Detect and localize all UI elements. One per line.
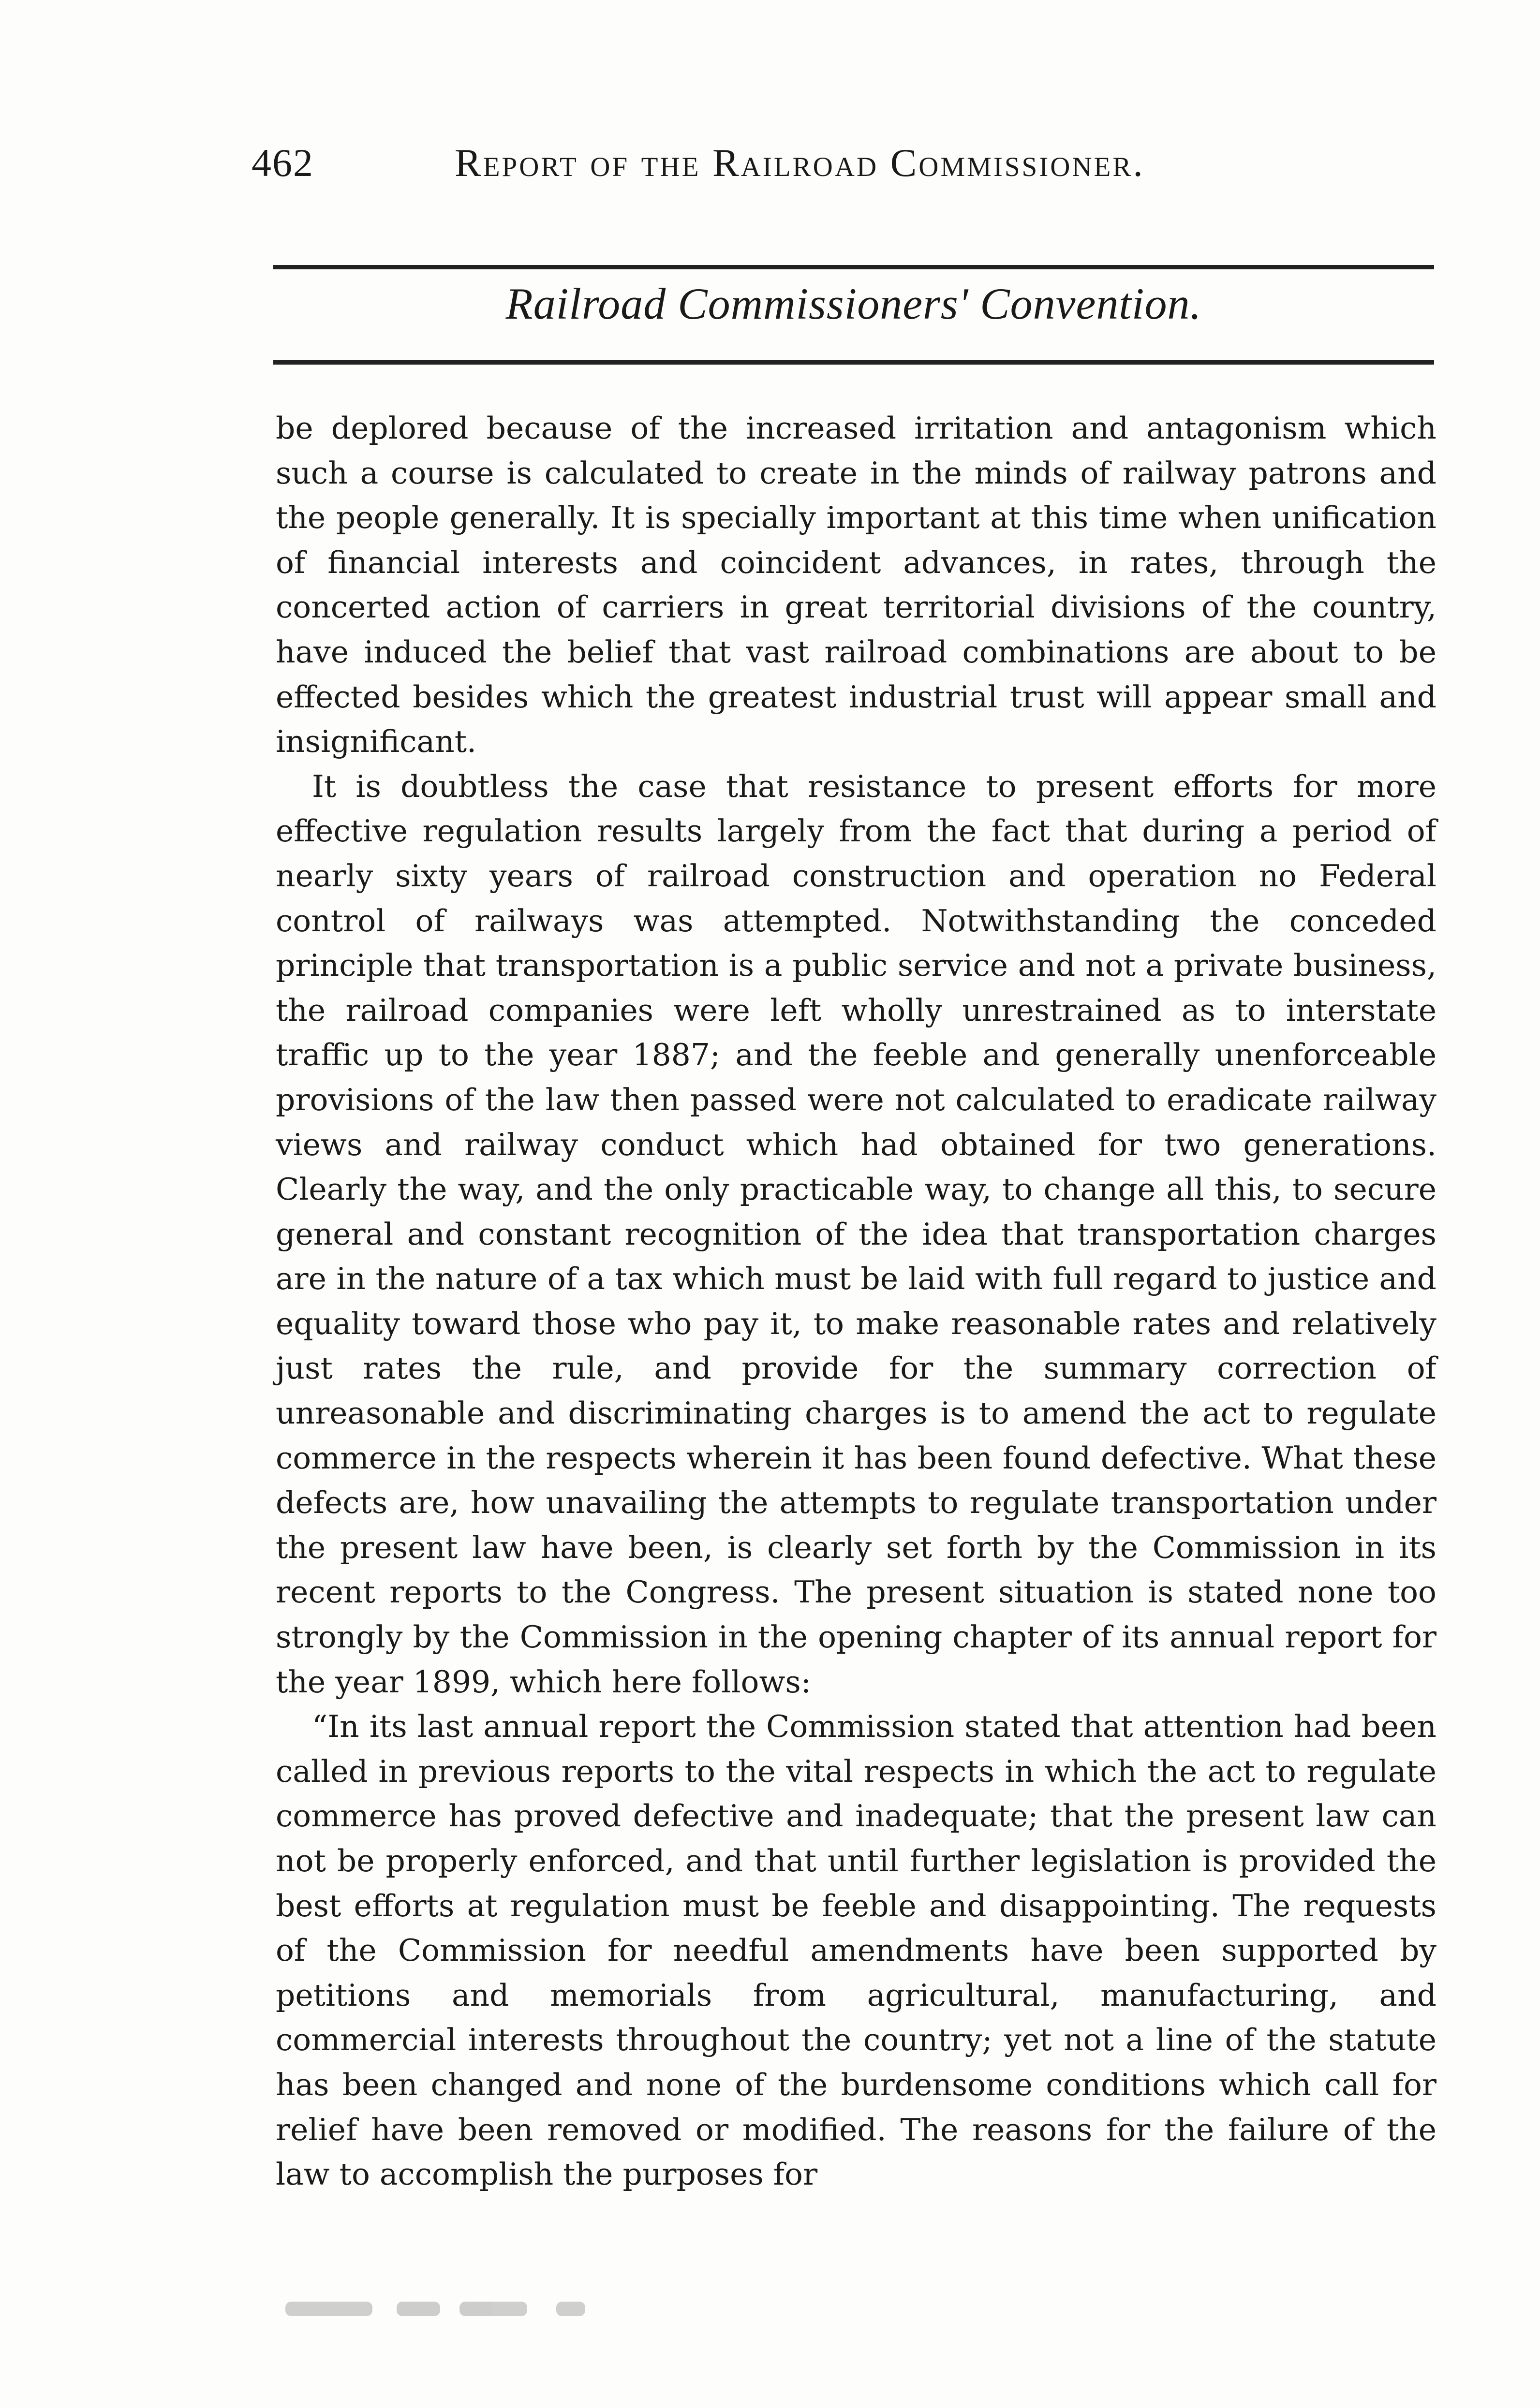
running-title: Report of the Railroad Commissioner. <box>455 141 1145 185</box>
ink-smudge <box>285 2292 769 2326</box>
paragraph-continuation: be deplored because of the increased irritation and antagonism which such a course is calculated to create in the minds of railway patrons and the people generally. It is specially important at this time when unification of financial interests and coincident advances, in rates, through the concerted action of carriers in great territorial divisions of the country, have induced the belief that vast railroad combinations are about to be effected besides which the greatest industrial trust will appear small and insignificant. <box>276 411 1436 760</box>
top-rule <box>273 265 1434 269</box>
running-header <box>252 140 1436 198</box>
paragraph: It is doubtless the case that resistance to present efforts for more effective regulation results largely from the fact that during a period of nearly sixty years of railroad construction and operation no Federal control of railways was attempted. Notwithstanding the conceded principle that transportation is a public service and not a private business, the railroad companies were left wholly unrestrained as to interstate traffic up to the year 1887; and the feeble and generally unenforceable provisions of the law then passed were not calculated to eradicate railway views and railway conduct which had obtained for two generations. Clearly the way, and the only practicable way, to change all this, to secure general and constant recognition of the idea that transportation charges are in the nature of a tax which must be laid with full regard to justice and equality toward those who pay it, to make reasonable rates and relatively just rates the rule, and provide for the summary correction of unreasonable and discriminating charges is to amend the act to regulate commerce in the respects wherein it has been found defective. What these defects are, how unavailing the attempts to regulate transportation under the present law have been, is clearly set forth by the Commission in its recent reports to the Congress. The present situation is stated none too strongly by the Commission in the opening chapter of its annual report for the year 1899, which here follows: <box>276 768 1436 1700</box>
page-number: 462 <box>252 141 314 185</box>
bottom-rule <box>273 360 1434 365</box>
quoted-paragraph: “In its last annual report the Commission stated that attention had been called in previous reports to the vital respects in which the act to regulate commerce has proved defective and inadequate; that the present law can not be properly enforced, and that until further legislation is provided the best efforts at regulation must be feeble and disappointing. The requests of the Commission for needful amendments have been supported by petitions and memorials from agricultural, manufacturing, and commercial interests throughout the country; yet not a line of the statute has been changed and none of the burdensome conditions which call for relief have been removed or modified. The reasons for the failure of the law to accomplish the purposes for <box>276 1709 1436 2192</box>
section-title: Railroad Commissioners' Convention. <box>505 279 1202 328</box>
body-text <box>276 406 1436 2197</box>
